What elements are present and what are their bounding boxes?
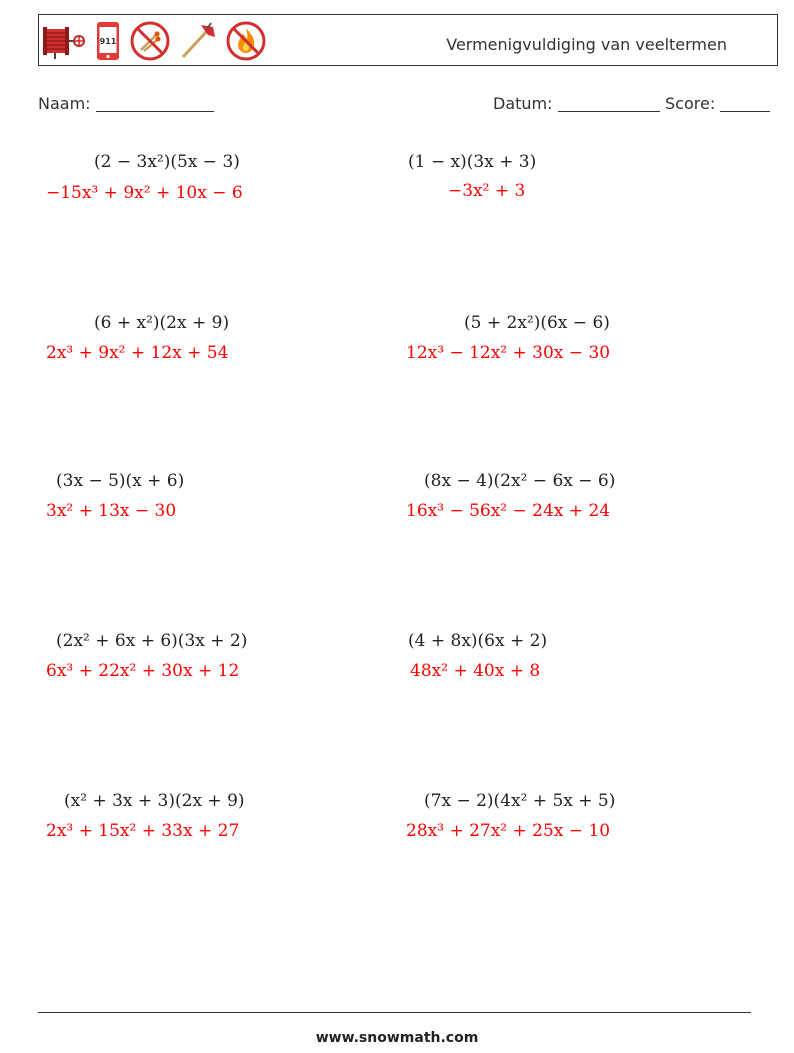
problem-5: (3x − 5)(x + 6) xyxy=(56,471,185,491)
problem-9: (x² + 3x + 3)(2x + 9) xyxy=(64,791,245,811)
date-blank[interactable] xyxy=(558,95,660,112)
answer-3: 2x³ + 9x² + 12x + 54 xyxy=(46,343,229,363)
name-field[interactable] xyxy=(38,94,214,113)
worksheet-header xyxy=(38,14,778,66)
answer-1: −15x³ + 9x² + 10x − 6 xyxy=(46,183,243,203)
phone-911-icon xyxy=(93,21,123,61)
icon-row xyxy=(41,19,267,63)
footer-url[interactable]: www.snowmath.com xyxy=(315,1030,479,1046)
footer-divider xyxy=(38,1012,751,1013)
score-label: Score: xyxy=(665,94,716,113)
fire-axe-icon xyxy=(177,21,219,61)
problem-2: (1 − x)(3x + 3) xyxy=(408,152,537,172)
problem-3: (6 + x²)(2x + 9) xyxy=(94,313,230,333)
problem-10: (7x − 2)(4x² + 5x + 5) xyxy=(424,791,616,811)
score-field[interactable] xyxy=(665,94,770,113)
date-label: Datum: xyxy=(493,94,553,113)
problem-4: (5 + 2x²)(6x − 6) xyxy=(464,313,610,333)
problem-6: (8x − 4)(2x² − 6x − 6) xyxy=(424,471,616,491)
problem-1: (2 − 3x²)(5x − 3) xyxy=(94,152,240,172)
answer-10: 28x³ + 27x² + 25x − 10 xyxy=(406,821,611,841)
problem-7: (2x² + 6x + 6)(3x + 2) xyxy=(56,631,248,651)
worksheet-title: Vermenigvuldiging van veeltermen xyxy=(446,35,727,54)
svg-text:911: 911 xyxy=(99,37,117,46)
answer-4: 12x³ − 12x² + 30x − 30 xyxy=(406,343,611,363)
answer-7: 6x³ + 22x² + 30x + 12 xyxy=(46,661,240,681)
problem-8: (4 + 8x)(6x + 2) xyxy=(408,631,548,651)
no-fire-icon xyxy=(225,20,267,62)
date-field[interactable] xyxy=(493,94,660,113)
no-matches-icon xyxy=(129,20,171,62)
score-blank[interactable] xyxy=(720,95,770,112)
answer-9: 2x³ + 15x² + 33x + 27 xyxy=(46,821,240,841)
name-label: Naam: xyxy=(38,94,91,113)
answer-5: 3x² + 13x − 30 xyxy=(46,501,177,521)
answer-2: −3x² + 3 xyxy=(448,181,526,201)
answer-8: 48x² + 40x + 8 xyxy=(410,661,541,681)
fire-hose-reel-icon xyxy=(41,21,87,61)
answer-6: 16x³ − 56x² − 24x + 24 xyxy=(406,501,611,521)
name-blank[interactable] xyxy=(96,95,214,112)
